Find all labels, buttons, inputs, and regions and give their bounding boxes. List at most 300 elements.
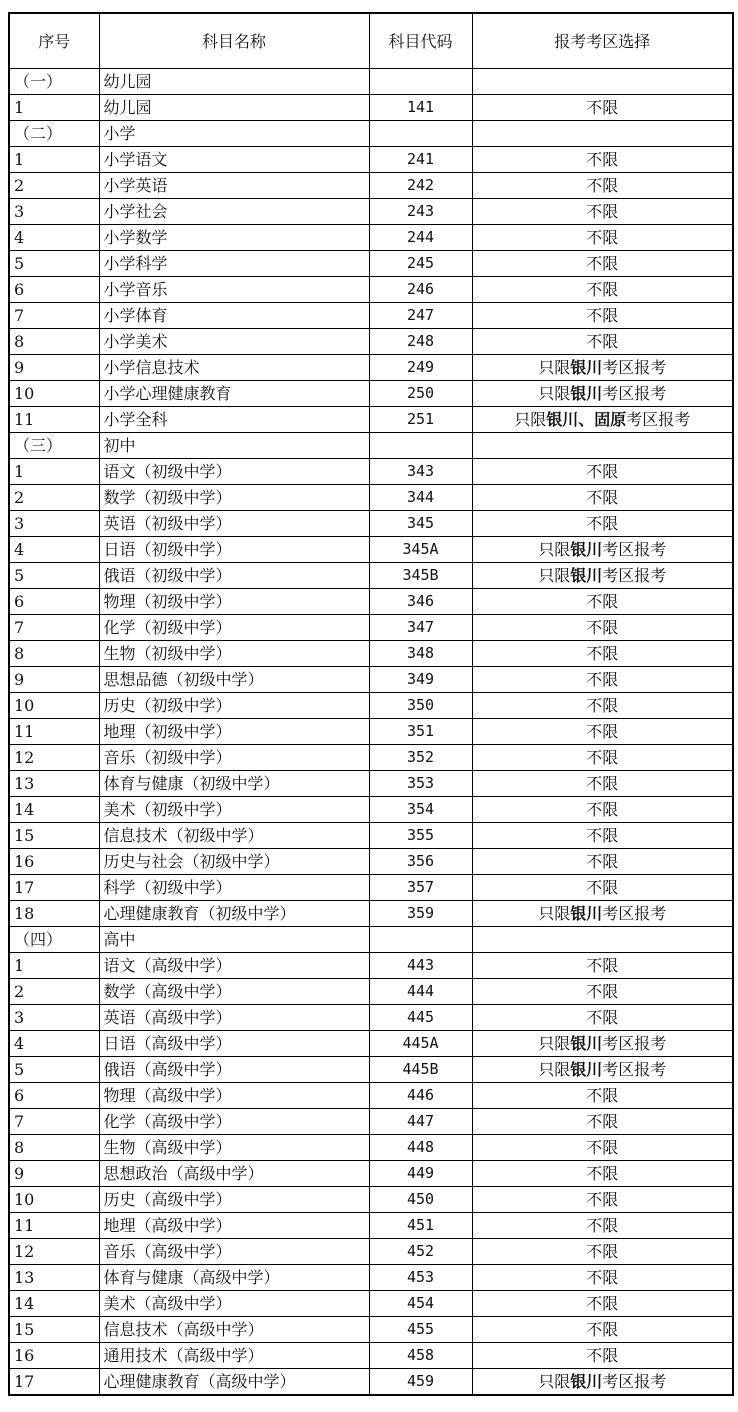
table-row — [9, 355, 733, 381]
area-prefix: 只限 — [538, 358, 571, 377]
section-seq: （三） — [9, 433, 99, 459]
area-prefix: 只限 — [538, 1372, 571, 1391]
table-row — [9, 693, 733, 719]
row-exam-area — [472, 875, 733, 901]
row-exam-area — [472, 95, 733, 121]
section-row — [9, 69, 733, 95]
row-subject-name: 日语（初级中学） — [99, 537, 369, 563]
row-subject-code: 359 — [369, 901, 472, 927]
row-seq: 16 — [9, 849, 99, 875]
row-subject-name: 物理（高级中学） — [99, 1083, 369, 1109]
row-exam-area — [472, 381, 733, 407]
area-prefix: 不限 — [586, 1138, 619, 1157]
row-exam-area — [472, 225, 733, 251]
table-row — [9, 641, 733, 667]
table-row — [9, 849, 733, 875]
table-row — [9, 615, 733, 641]
row-subject-name: 化学（高级中学） — [99, 1109, 369, 1135]
row-exam-area — [472, 693, 733, 719]
row-seq: 6 — [9, 277, 99, 303]
area-prefix: 不限 — [586, 1086, 619, 1105]
section-name: 小学 — [99, 121, 369, 147]
area-region: 银川 — [546, 410, 579, 429]
row-exam-area — [472, 1239, 733, 1265]
row-seq: 6 — [9, 589, 99, 615]
row-subject-code: 352 — [369, 745, 472, 771]
row-subject-name: 语文（初级中学） — [99, 459, 369, 485]
row-exam-area — [472, 1317, 733, 1343]
row-seq: 17 — [9, 1369, 99, 1396]
row-subject-name: 小学全科 — [99, 407, 369, 433]
row-subject-code: 245 — [369, 251, 472, 277]
row-subject-code: 455 — [369, 1317, 472, 1343]
row-seq: 8 — [9, 641, 99, 667]
area-prefix: 不限 — [586, 1320, 619, 1339]
area-suffix: 考区报考 — [602, 566, 667, 585]
row-subject-name: 日语（高级中学） — [99, 1031, 369, 1057]
row-subject-name: 体育与健康（初级中学） — [99, 771, 369, 797]
row-exam-area — [472, 303, 733, 329]
section-area-empty — [472, 69, 733, 95]
area-prefix: 不限 — [586, 956, 619, 975]
table-row — [9, 1057, 733, 1083]
row-subject-code: 453 — [369, 1265, 472, 1291]
row-subject-name: 心理健康教育（初级中学） — [99, 901, 369, 927]
table-row — [9, 329, 733, 355]
area-suffix: 考区报考 — [602, 1372, 667, 1391]
row-exam-area — [472, 1213, 733, 1239]
row-seq: 3 — [9, 511, 99, 537]
area-prefix: 不限 — [586, 1164, 619, 1183]
row-seq: 17 — [9, 875, 99, 901]
table-row — [9, 1317, 733, 1343]
table-header-row — [9, 13, 733, 69]
area-prefix: 不限 — [586, 1190, 619, 1209]
row-subject-name: 地理（高级中学） — [99, 1213, 369, 1239]
section-seq: （一） — [9, 69, 99, 95]
section-name: 幼儿园 — [99, 69, 369, 95]
row-subject-name: 英语（高级中学） — [99, 1005, 369, 1031]
row-seq: 7 — [9, 615, 99, 641]
section-seq: （四） — [9, 927, 99, 953]
row-subject-code: 445 — [369, 1005, 472, 1031]
row-seq: 1 — [9, 95, 99, 121]
row-subject-name: 音乐（初级中学） — [99, 745, 369, 771]
row-seq: 5 — [9, 251, 99, 277]
row-subject-name: 生物（高级中学） — [99, 1135, 369, 1161]
row-seq: 11 — [9, 719, 99, 745]
row-seq: 1 — [9, 953, 99, 979]
table-row — [9, 823, 733, 849]
row-subject-name: 历史（初级中学） — [99, 693, 369, 719]
row-subject-name: 小学数学 — [99, 225, 369, 251]
area-suffix: 考区报考 — [602, 358, 667, 377]
area-region: 银川 — [570, 1060, 603, 1079]
area-region: 银川 — [570, 1372, 603, 1391]
row-subject-name: 小学信息技术 — [99, 355, 369, 381]
area-prefix: 不限 — [586, 176, 619, 195]
row-seq: 12 — [9, 745, 99, 771]
row-subject-code: 451 — [369, 1213, 472, 1239]
row-subject-name: 数学（高级中学） — [99, 979, 369, 1005]
row-seq: 6 — [9, 1083, 99, 1109]
row-subject-code: 343 — [369, 459, 472, 485]
row-seq: 9 — [9, 667, 99, 693]
area-suffix: 考区报考 — [602, 384, 667, 403]
row-exam-area — [472, 1265, 733, 1291]
row-subject-name: 幼儿园 — [99, 95, 369, 121]
area-prefix: 不限 — [586, 618, 619, 637]
row-seq: 10 — [9, 381, 99, 407]
row-subject-name: 小学美术 — [99, 329, 369, 355]
area-suffix: 考区报考 — [602, 904, 667, 923]
row-exam-area — [472, 1057, 733, 1083]
row-exam-area — [472, 173, 733, 199]
area-prefix: 不限 — [586, 800, 619, 819]
row-seq: 13 — [9, 1265, 99, 1291]
row-subject-code: 449 — [369, 1161, 472, 1187]
area-region: 银川 — [570, 904, 603, 923]
row-exam-area — [472, 745, 733, 771]
row-subject-code: 446 — [369, 1083, 472, 1109]
row-seq: 2 — [9, 485, 99, 511]
table-body — [9, 69, 733, 1396]
section-code-empty — [369, 121, 472, 147]
row-seq: 5 — [9, 1057, 99, 1083]
row-subject-code: 351 — [369, 719, 472, 745]
row-subject-code: 248 — [369, 329, 472, 355]
row-seq: 4 — [9, 225, 99, 251]
section-code-empty — [369, 69, 472, 95]
row-subject-name: 美术（高级中学） — [99, 1291, 369, 1317]
row-exam-area — [472, 1135, 733, 1161]
table-row — [9, 1291, 733, 1317]
row-subject-code: 242 — [369, 173, 472, 199]
header-subject-code: 科目代码 — [369, 13, 472, 69]
row-subject-name: 信息技术（初级中学） — [99, 823, 369, 849]
table-row — [9, 1239, 733, 1265]
table-row — [9, 667, 733, 693]
area-suffix: 考区报考 — [602, 1034, 667, 1053]
row-subject-name: 科学（初级中学） — [99, 875, 369, 901]
area-prefix: 不限 — [586, 514, 619, 533]
row-exam-area — [472, 589, 733, 615]
row-seq: 18 — [9, 901, 99, 927]
row-exam-area — [472, 1343, 733, 1369]
row-seq: 14 — [9, 797, 99, 823]
table-row — [9, 797, 733, 823]
row-exam-area — [472, 823, 733, 849]
row-subject-code: 445A — [369, 1031, 472, 1057]
area-prefix: 不限 — [586, 1112, 619, 1131]
section-row — [9, 927, 733, 953]
row-seq: 13 — [9, 771, 99, 797]
table-row — [9, 771, 733, 797]
section-code-empty — [369, 927, 472, 953]
section-area-empty — [472, 121, 733, 147]
table-row — [9, 485, 733, 511]
row-seq: 1 — [9, 459, 99, 485]
row-subject-name: 美术（初级中学） — [99, 797, 369, 823]
area-region: 银川 — [570, 384, 603, 403]
row-subject-code: 241 — [369, 147, 472, 173]
area-prefix: 不限 — [586, 280, 619, 299]
area-prefix: 不限 — [586, 1216, 619, 1235]
section-name: 高中 — [99, 927, 369, 953]
area-prefix: 不限 — [586, 670, 619, 689]
area-prefix: 不限 — [586, 228, 619, 247]
row-subject-name: 英语（初级中学） — [99, 511, 369, 537]
area-suffix: 考区报考 — [626, 410, 691, 429]
row-subject-code: 349 — [369, 667, 472, 693]
row-exam-area — [472, 1109, 733, 1135]
row-subject-name: 通用技术（高级中学） — [99, 1343, 369, 1369]
table-row — [9, 1031, 733, 1057]
row-subject-code: 357 — [369, 875, 472, 901]
row-subject-name: 音乐（高级中学） — [99, 1239, 369, 1265]
area-prefix: 不限 — [586, 852, 619, 871]
row-exam-area — [472, 1083, 733, 1109]
area-prefix: 不限 — [586, 488, 619, 507]
area-prefix: 不限 — [586, 1294, 619, 1313]
area-prefix: 不限 — [586, 592, 619, 611]
row-exam-area — [472, 615, 733, 641]
row-subject-name: 小学科学 — [99, 251, 369, 277]
area-prefix: 不限 — [586, 1268, 619, 1287]
row-seq: 3 — [9, 199, 99, 225]
row-subject-code: 350 — [369, 693, 472, 719]
area-prefix: 不限 — [586, 202, 619, 221]
area-prefix: 只限 — [538, 540, 571, 559]
area-prefix: 不限 — [586, 1008, 619, 1027]
row-exam-area — [472, 667, 733, 693]
row-subject-name: 语文（高级中学） — [99, 953, 369, 979]
row-exam-area — [472, 979, 733, 1005]
row-subject-name: 小学社会 — [99, 199, 369, 225]
row-subject-name: 思想品德（初级中学） — [99, 667, 369, 693]
area-prefix: 只限 — [538, 904, 571, 923]
area-prefix: 只限 — [538, 566, 571, 585]
area-separator: 、 — [578, 410, 595, 429]
row-subject-code: 454 — [369, 1291, 472, 1317]
row-subject-code: 355 — [369, 823, 472, 849]
table-row — [9, 225, 733, 251]
row-seq: 2 — [9, 979, 99, 1005]
row-seq: 1 — [9, 147, 99, 173]
row-exam-area — [472, 537, 733, 563]
table-row — [9, 953, 733, 979]
row-exam-area — [472, 1291, 733, 1317]
row-seq: 8 — [9, 1135, 99, 1161]
table-row — [9, 173, 733, 199]
section-name: 初中 — [99, 433, 369, 459]
header-subject-name: 科目名称 — [99, 13, 369, 69]
row-subject-code: 354 — [369, 797, 472, 823]
area-prefix: 只限 — [538, 384, 571, 403]
table-row — [9, 1083, 733, 1109]
row-seq: 9 — [9, 1161, 99, 1187]
table-row — [9, 979, 733, 1005]
row-exam-area — [472, 563, 733, 589]
row-subject-code: 458 — [369, 1343, 472, 1369]
section-seq: （二） — [9, 121, 99, 147]
row-subject-code: 251 — [369, 407, 472, 433]
area-prefix: 不限 — [586, 722, 619, 741]
row-seq: 15 — [9, 1317, 99, 1343]
row-seq: 16 — [9, 1343, 99, 1369]
row-subject-code: 447 — [369, 1109, 472, 1135]
row-subject-code: 346 — [369, 589, 472, 615]
row-exam-area — [472, 355, 733, 381]
row-exam-area — [472, 771, 733, 797]
row-seq: 11 — [9, 407, 99, 433]
section-area-empty — [472, 927, 733, 953]
area-prefix: 不限 — [586, 1346, 619, 1365]
row-subject-code: 445B — [369, 1057, 472, 1083]
row-subject-name: 物理（初级中学） — [99, 589, 369, 615]
row-subject-code: 344 — [369, 485, 472, 511]
row-seq: 9 — [9, 355, 99, 381]
section-area-empty — [472, 433, 733, 459]
row-subject-code: 345 — [369, 511, 472, 537]
row-exam-area — [472, 485, 733, 511]
header-exam-area: 报考考区选择 — [472, 13, 733, 69]
row-subject-code: 443 — [369, 953, 472, 979]
area-prefix: 不限 — [586, 332, 619, 351]
area-prefix: 只限 — [538, 1034, 571, 1053]
row-seq: 5 — [9, 563, 99, 589]
row-subject-code: 250 — [369, 381, 472, 407]
area-region: 银川 — [570, 358, 603, 377]
area-prefix: 不限 — [586, 306, 619, 325]
row-seq: 4 — [9, 537, 99, 563]
row-subject-name: 历史与社会（初级中学） — [99, 849, 369, 875]
table-row — [9, 95, 733, 121]
row-subject-name: 体育与健康（高级中学） — [99, 1265, 369, 1291]
row-exam-area — [472, 1031, 733, 1057]
row-subject-name: 心理健康教育（高级中学） — [99, 1369, 369, 1396]
table-row — [9, 1343, 733, 1369]
row-seq: 4 — [9, 1031, 99, 1057]
row-subject-code: 249 — [369, 355, 472, 381]
area-region: 固原 — [594, 410, 627, 429]
area-prefix: 不限 — [586, 696, 619, 715]
row-subject-code: 348 — [369, 641, 472, 667]
row-subject-code: 246 — [369, 277, 472, 303]
row-seq: 10 — [9, 693, 99, 719]
area-prefix: 不限 — [586, 644, 619, 663]
row-subject-code: 450 — [369, 1187, 472, 1213]
area-region: 银川 — [570, 566, 603, 585]
area-suffix: 考区报考 — [602, 1060, 667, 1079]
row-subject-code: 452 — [369, 1239, 472, 1265]
row-subject-name: 小学英语 — [99, 173, 369, 199]
row-exam-area — [472, 1187, 733, 1213]
row-exam-area — [472, 277, 733, 303]
subject-table — [8, 12, 734, 1396]
table-row — [9, 251, 733, 277]
row-seq: 10 — [9, 1187, 99, 1213]
table-row — [9, 901, 733, 927]
table-row — [9, 563, 733, 589]
row-exam-area — [472, 953, 733, 979]
table-row — [9, 1369, 733, 1396]
row-seq: 8 — [9, 329, 99, 355]
table-row — [9, 1005, 733, 1031]
row-exam-area — [472, 719, 733, 745]
table-row — [9, 1161, 733, 1187]
row-subject-code: 448 — [369, 1135, 472, 1161]
row-subject-code: 356 — [369, 849, 472, 875]
area-prefix: 不限 — [586, 774, 619, 793]
area-prefix: 不限 — [586, 462, 619, 481]
row-seq: 15 — [9, 823, 99, 849]
table-row — [9, 381, 733, 407]
area-prefix: 不限 — [586, 1242, 619, 1261]
table-row — [9, 147, 733, 173]
area-prefix: 不限 — [586, 878, 619, 897]
section-row — [9, 433, 733, 459]
row-subject-code: 247 — [369, 303, 472, 329]
table-row — [9, 199, 733, 225]
row-seq: 7 — [9, 1109, 99, 1135]
row-subject-name: 小学语文 — [99, 147, 369, 173]
area-prefix: 不限 — [586, 254, 619, 273]
area-prefix: 只限 — [538, 1060, 571, 1079]
row-subject-code: 347 — [369, 615, 472, 641]
row-subject-code: 444 — [369, 979, 472, 1005]
row-exam-area — [472, 459, 733, 485]
row-exam-area — [472, 251, 733, 277]
row-subject-code: 353 — [369, 771, 472, 797]
row-subject-name: 化学（初级中学） — [99, 615, 369, 641]
row-seq: 7 — [9, 303, 99, 329]
row-subject-name: 俄语（高级中学） — [99, 1057, 369, 1083]
area-prefix: 只限 — [514, 410, 547, 429]
row-seq: 14 — [9, 1291, 99, 1317]
row-subject-code: 345B — [369, 563, 472, 589]
section-row — [9, 121, 733, 147]
row-subject-name: 生物（初级中学） — [99, 641, 369, 667]
row-subject-code: 243 — [369, 199, 472, 225]
area-prefix: 不限 — [586, 98, 619, 117]
row-seq: 3 — [9, 1005, 99, 1031]
row-exam-area — [472, 147, 733, 173]
row-subject-code: 141 — [369, 95, 472, 121]
row-exam-area — [472, 1005, 733, 1031]
area-prefix: 不限 — [586, 150, 619, 169]
table-row — [9, 1109, 733, 1135]
row-subject-name: 数学（初级中学） — [99, 485, 369, 511]
area-prefix: 不限 — [586, 826, 619, 845]
table-row — [9, 303, 733, 329]
row-exam-area — [472, 849, 733, 875]
row-seq: 12 — [9, 1239, 99, 1265]
row-exam-area — [472, 641, 733, 667]
area-prefix: 不限 — [586, 982, 619, 1001]
table-row — [9, 875, 733, 901]
row-subject-code: 459 — [369, 1369, 472, 1396]
row-subject-name: 地理（初级中学） — [99, 719, 369, 745]
table-row — [9, 1187, 733, 1213]
table-row — [9, 537, 733, 563]
row-seq: 11 — [9, 1213, 99, 1239]
row-subject-name: 小学音乐 — [99, 277, 369, 303]
table-row — [9, 1213, 733, 1239]
table-row — [9, 407, 733, 433]
table-row — [9, 511, 733, 537]
row-subject-name: 思想政治（高级中学） — [99, 1161, 369, 1187]
